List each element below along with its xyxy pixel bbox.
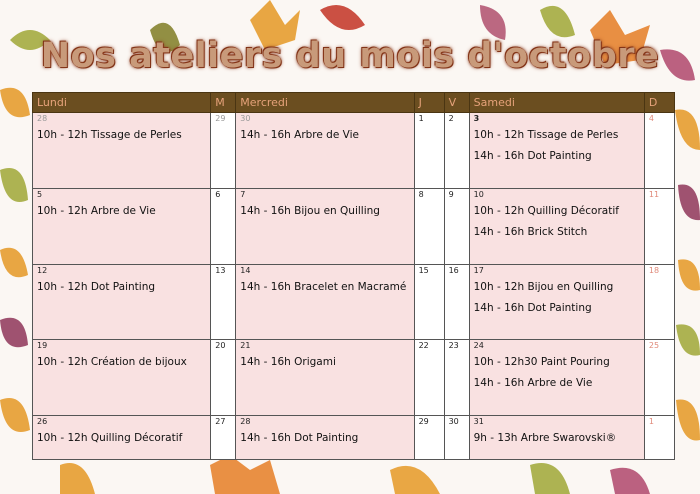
day-number: 31 (473, 417, 484, 426)
day-number: 22 (418, 341, 429, 351)
week-row (33, 340, 675, 416)
day-number: 13 (215, 265, 226, 275)
day-number: 29 (418, 417, 429, 426)
event-item: 10h - 12h Création de bijoux (37, 356, 187, 369)
calendar-header-row (33, 93, 675, 113)
event-item: 10h - 12h Tissage de Perles (37, 129, 182, 141)
week-row (33, 264, 675, 340)
event-item: 10h - 12h Quilling Décoratif (473, 204, 619, 217)
day-number: 28 (37, 114, 48, 123)
week-row (33, 416, 675, 460)
day-number: 8 (418, 189, 424, 199)
day-cell (469, 416, 644, 460)
day-cell (469, 113, 644, 189)
event-item: 14h - 16h Bracelet en Macramé (240, 280, 407, 293)
day-number: 17 (473, 265, 484, 275)
day-cell (414, 264, 444, 340)
day-cell (33, 264, 211, 340)
day-cell (444, 113, 469, 189)
event-item: 10h - 12h30 Paint Pouring (473, 356, 610, 369)
event-item: 10h - 12h Tissage de Perles (473, 129, 619, 141)
day-number: 12 (37, 265, 48, 275)
event-item: 10h - 12h Quilling Décoratif (37, 432, 183, 444)
event-item: 14h - 16h Brick Stitch (473, 225, 588, 238)
day-cell (236, 416, 414, 460)
day-cell (644, 416, 674, 460)
day-cell (33, 113, 211, 189)
day-cell (414, 416, 444, 460)
day-number: 10 (473, 189, 484, 199)
header-vendredi: V (444, 93, 469, 113)
header-dimanche: D (644, 93, 674, 113)
day-number: 2 (448, 114, 454, 123)
event-item: 14h - 16h Dot Painting (240, 432, 359, 444)
day-number: 30 (240, 114, 251, 123)
page-title: Nos ateliers du mois d'octobre (40, 36, 660, 76)
week-row (33, 113, 675, 189)
day-number: 30 (448, 417, 459, 426)
day-cell (414, 188, 444, 264)
day-cell (444, 340, 469, 416)
week-row (33, 188, 675, 264)
day-cell (444, 264, 469, 340)
day-cell (414, 113, 444, 189)
event-item: 14h - 16h Dot Painting (473, 301, 592, 314)
header-mercredi: Mercredi (236, 93, 414, 113)
day-cell (33, 416, 211, 460)
day-cell (236, 188, 414, 264)
day-cell (211, 113, 236, 189)
day-cell (444, 188, 469, 264)
day-number: 4 (648, 114, 654, 123)
event-item: 14h - 16h Dot Painting (473, 150, 592, 162)
event-item: 14h - 16h Arbre de Vie (473, 377, 593, 390)
day-number: 18 (648, 265, 660, 275)
event-item: 14h - 16h Bijou en Quilling (240, 204, 380, 217)
day-number: 9 (448, 189, 454, 199)
event-item: 9h - 13h Arbre Swarovski® (473, 432, 617, 444)
day-cell (236, 113, 414, 189)
header-lundi: Lundi (33, 93, 211, 113)
event-item: 10h - 12h Bijou en Quilling (473, 280, 614, 293)
event-item: 14h - 16h Origami (240, 356, 336, 369)
day-number: 14 (240, 265, 251, 275)
day-cell (236, 340, 414, 416)
day-cell (414, 340, 444, 416)
day-number: 7 (240, 189, 246, 199)
event-item: 10h - 12h Arbre de Vie (37, 204, 156, 217)
day-number: 28 (240, 417, 251, 426)
day-cell (644, 340, 674, 416)
day-cell (644, 264, 674, 340)
day-cell (469, 264, 644, 340)
day-cell (469, 340, 644, 416)
day-number: 20 (215, 341, 226, 351)
day-cell (644, 188, 674, 264)
day-number: 3 (473, 114, 480, 123)
day-cell (211, 416, 236, 460)
day-number: 27 (215, 417, 226, 426)
header-samedi: Samedi (469, 93, 644, 113)
event-item: 10h - 12h Dot Painting (37, 280, 156, 293)
day-cell (211, 264, 236, 340)
day-number: 6 (215, 189, 221, 199)
day-number: 16 (448, 265, 459, 275)
day-number: 21 (240, 341, 251, 351)
day-cell (211, 188, 236, 264)
day-number: 24 (473, 341, 484, 351)
day-number: 23 (448, 341, 459, 351)
day-number: 1 (418, 114, 424, 123)
day-cell (444, 416, 469, 460)
event-item: 14h - 16h Arbre de Vie (240, 129, 359, 141)
day-number: 26 (37, 417, 48, 426)
day-number: 5 (37, 189, 43, 199)
day-number: 29 (215, 114, 226, 123)
calendar-table (32, 92, 675, 460)
day-cell (469, 188, 644, 264)
day-cell (33, 340, 211, 416)
day-number: 19 (37, 341, 48, 351)
day-number: 11 (648, 189, 660, 199)
day-cell (236, 264, 414, 340)
day-number: 25 (648, 341, 660, 351)
day-cell (211, 340, 236, 416)
header-jeudi: J (414, 93, 444, 113)
day-number: 15 (418, 265, 429, 275)
day-cell (644, 113, 674, 189)
day-number: 1 (648, 417, 654, 426)
day-cell (33, 188, 211, 264)
header-mardi: M (211, 93, 236, 113)
